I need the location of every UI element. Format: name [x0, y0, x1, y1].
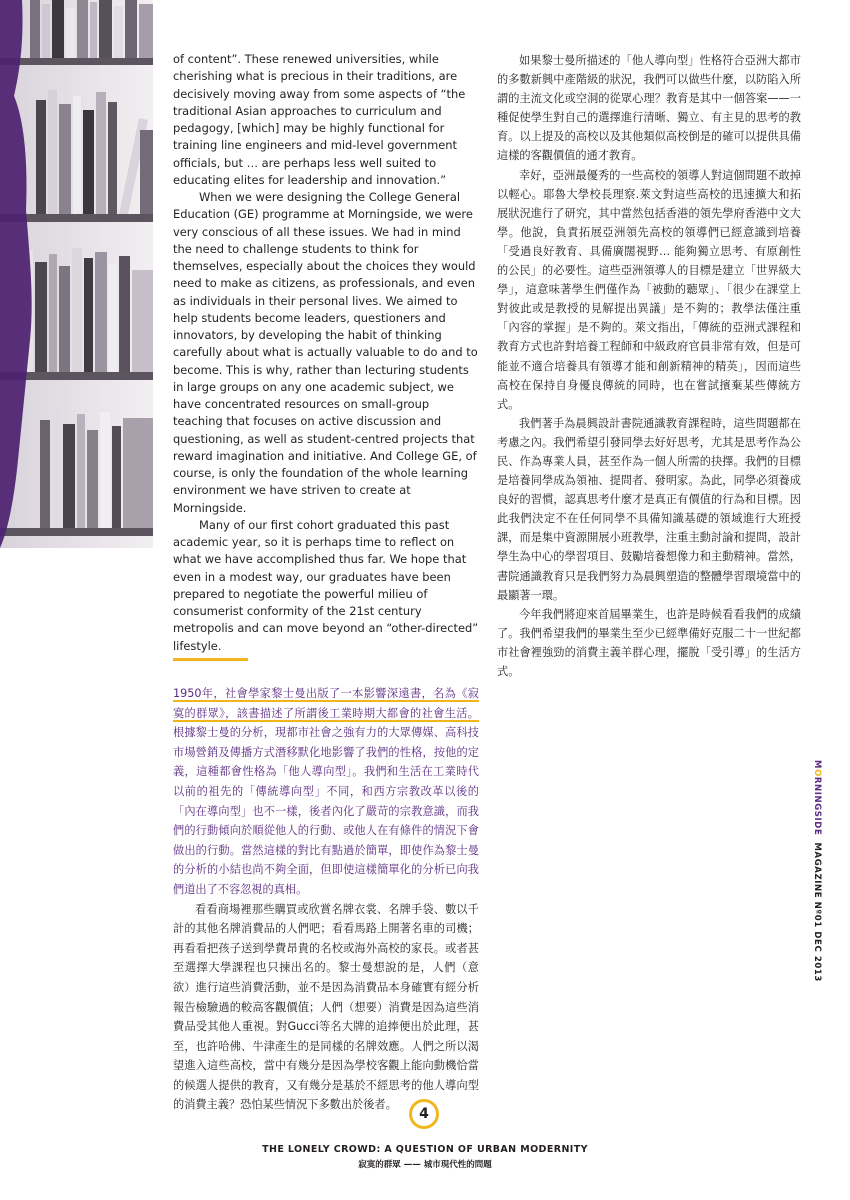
accent-rule — [173, 658, 248, 661]
footer-subtitle: 寂寞的群眾 —— 城市現代性的問題 — [358, 1160, 492, 1170]
footer-title: THE LONELY CROWD: A QUESTION OF URBAN MODERNITY — [262, 1144, 588, 1155]
page-number: 4 — [409, 1099, 439, 1129]
chinese-intro-paragraph — [173, 684, 479, 900]
brand-o: O — [812, 769, 822, 777]
intro-highlight: 1950年，社會學家黎士曼出版了一本影響深遠書，名為《寂寞的群眾》，該書描述了所謂後工業時期大都會的社會生活。 — [173, 687, 479, 720]
chinese-article-column — [497, 51, 801, 681]
english-paragraph-2: When we were designing the College General Education (GE) programme at Morningside, we were very conscious of all these issues. We had in mind the need to challenge students to think for themselves, especially about the choices they would need to make as citizens, as professionals, and even as individuals in their personal lives. We aimed to help students become leaders, questioners and innovators, by developing the habit of thinking carefully about what is actually valuable to do and to become. This is why, rather than lecturing students in large groups on any one academic subject, we have concentrated resources on small-group teaching that focuses on active discussion and questioning, as well as student-centred projects that reward imagination and initiative. And College GE, of course, is only the foundation of the whole learning environment we have striven to create at Morningside. — [173, 190, 478, 515]
chinese-paragraph-4: 今年我們將迎來首屆畢業生，也許是時候看看我們的成績了。我們希望我們的畢業生至少已經準備好克服二十一世紀都市社會裡強勁的消費主義羊群心理，擺脫「受引導」的生活方式。 — [497, 607, 801, 678]
chinese-intro-paragraph-2: 看看商場裡那些購買或欣賞名牌衣裳、名牌手袋、數以千計的其他名牌消費品的人們吧；看看馬路上開著名車的司機；再看看把孩子送到學費昂貴的名校或海外高校的家長。或者甚至選擇大學課程也只揀出名的。黎士曼想說的是，人們（意欲）進行這些消費活動，並不是因為消費品本身確實有經分析報告檢驗過的較高客觀價值；人們（想要）消費是因為這些消費品受其他人重視。對Gucci等名大牌的追捧便出於此理，甚至，也許哈佛、牛津產生的是同樣的名牌效應。人們之所以渴望進入這些高校，當中有幾分是因為學校客觀上能向動機恰當的候選人提供的教育，又有幾分是基於不經思考的他人導向型的消費主義？恐怕某些情況下多數出於後者。 — [173, 902, 479, 1112]
chinese-intro-column — [173, 684, 479, 1115]
magazine-side-label — [812, 760, 822, 982]
brand-rest: RNINGSIDE — [812, 776, 822, 836]
chinese-paragraph-3: 我們著手為晨興設計書院通識教育課程時，這些問題都在考慮之內。我們希望引發同學去好好思考，尤其是思考作為公民、作為專業人員，甚至作為一個人所需的抉擇。我們的目標是培養同學成為領袖、提問者、發明家。為此，同學必須養成良好的習慣，認真思考什麼才是真正有價值的行為和目標。因此我們決定不在任何同學不具備知識基礎的領域進行大班授課，而是集中資源開展小班教學，注重主動討論和提問，設計學生為中心的學習項目、鼓勵培養想像力和主動精神。當然，書院通識教育只是我們努力為晨興塑造的整體學習環境當中的最顯著一環。 — [497, 416, 801, 602]
intro-highlight-rest: 根據黎士曼的分析，現都市社會之強有力的大眾傳媒、高科技市場營銷及傳播方式潛移默化地影響了我們的性格，按他的定義，這種都會性格為「他人導向型」。我們和生活在工業時代以前的祖先的「傳統導向型」不同，和西方宗教改革以後的「內在導向型」也不一樣，後者內化了嚴苛的宗教意識，而我們的行動傾向於順從他人的行動、或他人在有條件的情況下會做出的行動。當然這樣的對比有點過於簡單，即使作為黎士曼的分析的小結也尚不夠全面，但即使這樣簡單化的分析已向我們道出了不容忽視的真相。 — [173, 726, 479, 896]
brand-initial: M — [812, 760, 822, 770]
english-paragraph-3: Many of our first cohort graduated this past academic year, so it is perhaps time to reflect on what we have accomplished thus far. We hope that even in a modest way, our graduates have been prepared to negotiate the powerful milieu of consumerist conformity of the 21st century metropolis and can move beyond an “other-directed” lifestyle. — [173, 517, 479, 653]
issue-label: MAGAZINE Nº01 DEC 2013 — [812, 842, 822, 982]
bookshelf-photo — [0, 0, 153, 548]
chinese-paragraph-2: 幸好，亞洲最優秀的一些高校的領導人對這個問題不敢掉以輕心。耶魯大學校長理察.萊文對這些高校的迅速擴大和拓展狀況進行了研究，其中當然包括香港的領先學府香港中文大學。他說，負責拓展亞洲領先高校的領導們已經意識到培養「受過良好教育、具備廣闊視野… 能夠獨立思考、有原創性的公民」的必要性。這些亞洲領導人的目標是建立「世界級大學」，這意味著學生們僅作為「被動的聽眾」、「很少在課堂上對彼此或是教授的見解提出異議」是不夠的；教學法僅注重「內容的掌握」是不夠的。萊文指出，「傳統的亞洲式課程和教育方式也許對培養工程師和中級政府官員非常有效，但是可能並不適合培養具有領導才能和創新精神的精英」，因而這些高校在保持自身優良傳統的同時，也在嘗試擯棄某些傳統方式。 — [497, 168, 801, 411]
chinese-paragraph-1: 如果黎士曼所描述的「他人導向型」性格符合亞洲大都市的多數新興中產階級的狀況，我們可以做些什麼，以防陷入所謂的主流文化或空洞的從眾心理？教育是其中一個答案——一種促使學生對自己的選擇進行清晰、獨立、有主見的思考的教育。以上提及的高校以及其他類似高校倒是的確可以提供具備這樣的客觀價值的通才教育。 — [497, 54, 801, 163]
english-article-column — [173, 51, 480, 655]
english-paragraph-1: of content”. These renewed universities, while cherishing what is precious in their traditions, are decisively moving away from some aspects of “the traditional Asian approaches to curriculum and pedagogy, [which] may be highly functional for training line engineers and mid-level government officials, but … are perhaps less well suited to educating elites for leadership and innovation.” — [173, 52, 466, 187]
bookshelf-illustration — [0, 0, 153, 548]
